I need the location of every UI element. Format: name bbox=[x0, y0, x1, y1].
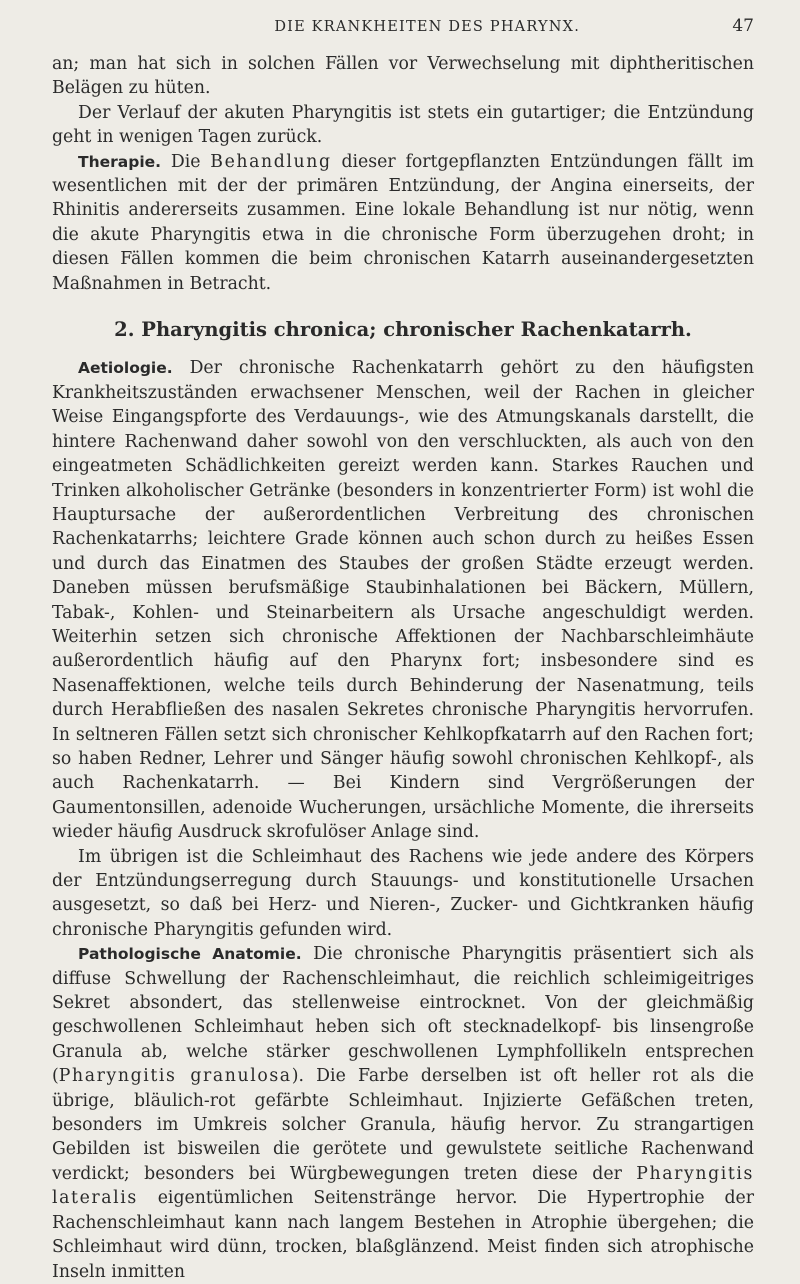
spaced-term: Pharyngitis lateralis bbox=[52, 1163, 754, 1209]
runin-heading-pathologie: Pathologische Anatomie. bbox=[78, 945, 302, 964]
paragraph-therapie bbox=[52, 150, 754, 296]
paragraph-text: an; man hat sich in solchen Fällen vor Verwechselung mit diphtheritischen Belägen zu hüten. bbox=[52, 54, 754, 99]
page-number: 47 bbox=[732, 16, 754, 36]
paragraph-text: Der Verlauf der akuten Pharyngitis ist stets ein gutartiger; die Entzündung geht in wenigen Tagen zurück. bbox=[52, 102, 754, 148]
paragraph-text: eigentümlichen Seitenstränge hervor. Die Hypertrophie der Rachenschleimhaut kann nach langem Bestehen in Atrophie übergehen; die Schleimhaut wird dünn, trocken, blaßglänzend. Meist finden sich atrophische Inseln inmitten bbox=[52, 1188, 754, 1282]
paragraph-text: Im übrigen ist die Schleimhaut des Rachens wie jede andere des Körpers der Entzündungserregung durch Stauungs- und konstitutionelle Ursachen ausgesetzt, so daß bei Herz- und Nieren-, Zucker- und Gichtkranken häufig chronische Pharyngitis gefunden wird. bbox=[52, 846, 754, 940]
spaced-term: Pharyngitis granulosa bbox=[58, 1066, 292, 1087]
paragraph-text: Die chronische Pharyngitis präsentiert sich als diffuse Schwellung der Rachenschleimhaut, die reichlich schleimigeitriges Sekret absondert, das stellenweise eintrocknet. Von der gleichmäßig geschwollenen Schleimhaut heben sich oft stecknadelkopf- bis linsengroße Granula ab, welche stärker geschwollenen Lymphfollikeln entsprechen ( bbox=[52, 944, 755, 1087]
paragraph-pathologie bbox=[52, 942, 754, 1284]
runin-heading-therapie: Therapie. bbox=[78, 152, 162, 171]
paragraph-text: Der chronische Rachenkatarrh gehört zu den häufigsten Krankheitszuständen erwachsener Menschen, weil der Rachen in gleicher Weise Eingangspforte des Verdauungs-, wie des Atmungskanals darstellt, die hintere Rachenwand daher sowohl von den verschluckten, als auch von den eingeatmeten Schädlichkeiten gereizt werden kann. Starkes Rauchen und Trinken alkoholischer Getränke (besonders in konzentrierter Form) ist wohl die Hauptursache der außerordentlichen Verbreitung des chronischen Rachenkatarrhs; leichtere Grade können auch schon durch zu heißes Essen und durch das Einatmen des Staubes der großen Städte erzeugt werden. Daneben müssen berufsmäßige Staubinhalationen bei Bäckern, Müllern, Tabak-, Kohlen- und Steinarbeitern als Ursache angeschuldigt werden. Weiterhin setzen sich chronische Affektionen der Nachbarschleimhäute außerordentlich häufig auf den Pharynx fort; insbesondere sind es Nasenaffektionen, welche teils durch Behinderung der Nasenatmung, teils durch Herabfließen des nasalen Sekretes chronische Pharyngitis hervorrufen. In seltneren Fällen setzt sich chronischer Kehlkopfkatarrh auf den Rachen fort; so haben Redner, Lehrer und Sänger häufig sowohl chronischen Kehlkopf-, als auch Rachenkatarrh. — Bei Kindern sind Vergrößerungen der Gaumentonsillen, adenoide Wucherungen, ursächliche Momente, die ihrerseits wieder häufig Ausdruck skrofulöser Anlage sind. bbox=[52, 358, 754, 843]
runin-heading-aetiologie: Aetiologie. bbox=[78, 359, 173, 378]
spaced-term: Behandlung bbox=[210, 151, 332, 172]
paragraph-verlauf bbox=[52, 101, 754, 150]
paragraph-aetiologie bbox=[52, 356, 754, 844]
paragraph-schleimhaut bbox=[52, 845, 754, 943]
paragraph-text: dieser fortgepflanzten Entzündungen fällt im wesentlichen mit der der primären Entzündung, der Angina einerseits, der Rhinitis andererseits zusammen. Eine lokale Behandlung ist nur nötig, wenn die akute Pharyngitis etwa in die chronische Form überzugehen droht; in diesen Fällen kommen die beim chronischen Katarrh auseinandergesetzten Maßnahmen in Betracht. bbox=[52, 151, 754, 294]
paragraph-text: Die bbox=[161, 151, 211, 172]
section-heading: 2. Pharyngitis chronica; chronischer Rachenkatarrh. bbox=[114, 318, 692, 342]
paragraph-belaege bbox=[52, 52, 754, 101]
paragraph-text: ). Die Farbe derselben ist oft heller rot als die übrige, bläulich-rot gefärbte Schleimhaut. Injizierte Gefäßchen treten, besonders im Umkreis solcher Granula, häufig hervor. Zu strangartigen Gebilden ist bisweilen die gerötete und gewulstete seitliche Rachenwand verdickt; besonders bei Würgbewegungen treten diese der bbox=[52, 1066, 754, 1184]
body-text bbox=[52, 52, 754, 1284]
running-head-title: DIE KRANKHEITEN DES PHARYNX. bbox=[274, 19, 581, 35]
running-head bbox=[52, 16, 754, 38]
